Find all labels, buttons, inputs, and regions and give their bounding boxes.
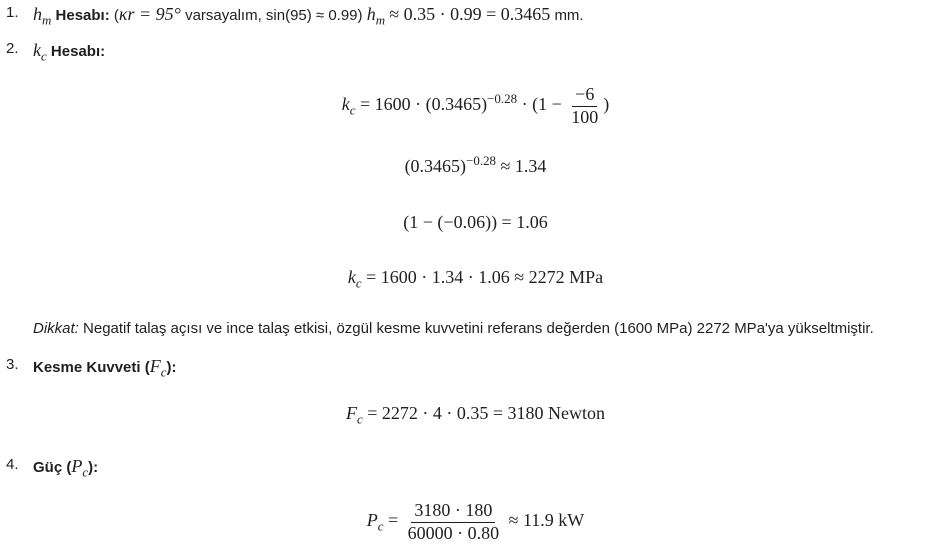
note (33, 320, 874, 337)
item-1-text: $h_m$ Hesabı: (κr = 95° varsayalım, sin(95) ≈ 0.99) $h_m \approx 0.35 \cdot 0.99 = 0.3465$ mm. (33, 4, 584, 28)
hm-symbol: $h_m$ (33, 4, 52, 28)
rake-factor-equation: (1 − (−0.06)) = 1.06 (403, 212, 548, 232)
list-number: 2. (6, 40, 19, 57)
kr-equation: κr = 95° (118, 4, 181, 24)
item-1-title: Hesabı: (55, 7, 110, 24)
item-1-assumption: varsayalım, sin(95) ≈ 0.99) (185, 7, 363, 24)
item-3-title: Kesme Kuvveti (33, 359, 141, 376)
hm-value: ≈ 0.35 · 0.99 = 0.3465 (389, 4, 551, 24)
list-number: 4. (6, 456, 19, 473)
item-2-title: Hesabı: (50, 43, 106, 60)
fraction: $\frac{3180 \cdot 180}{60000 \cdot 0.80}$ (407, 500, 500, 543)
kc-equation: $k_c = 1600 \cdot (0.3465)^{-0.28} \cdot (1$ − $\frac{-6}{100}$ ) (341, 84, 610, 127)
power-equation: $(0.3465)^{-0.28} \approx 1.34$ (404, 153, 547, 176)
item-4-title: Güç (33, 459, 63, 476)
kc-result-equation: $k_c = 1600 \cdot 1.34 \cdot 1.06 \approx 2272$ MPa (347, 267, 604, 291)
fraction: $\frac{-6}{100}$ (571, 84, 599, 127)
kc-symbol: $k_c$ (33, 40, 47, 64)
list-number: 3. (6, 356, 19, 373)
list-number: 1. (6, 4, 19, 21)
hm-unit: mm. (554, 7, 584, 24)
fc-equation: $F_c = 2272 \cdot 4 \cdot 0.35 = 3180$ Newton (345, 403, 606, 427)
pc-equation: $P_c$ = $\frac{3180 \cdot 180}{60000 \cdot 0.80}$ ≈ 11.9 kW (366, 500, 585, 543)
note-label: Dikkat: (33, 320, 79, 337)
note-text: Negatif talaş açısı ve ince talaş etkisi, özgül kesme kuvvetini referans değerden (1600 MPa) 2272 MPa'ya yükseltmiştir. (83, 320, 874, 337)
